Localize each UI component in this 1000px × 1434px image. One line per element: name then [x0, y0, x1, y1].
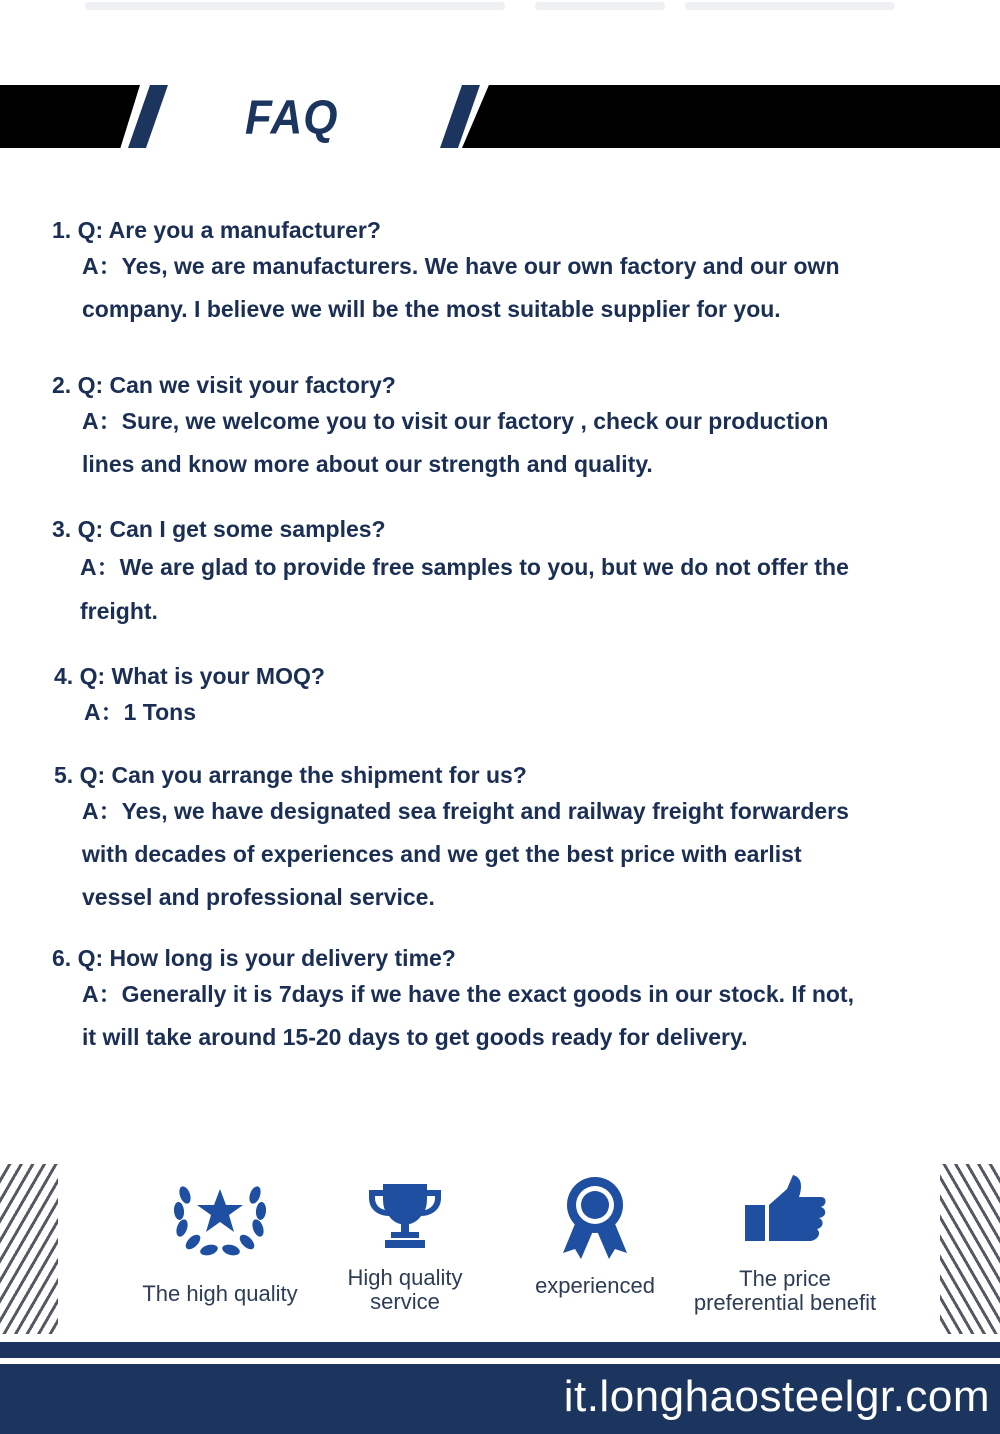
- faq-answer-line: lines and know more about our strength and quality.: [82, 451, 653, 477]
- stripe-decoration-right: [940, 1164, 1000, 1334]
- faq-item-1: [52, 215, 962, 331]
- faq-item-2: [52, 370, 962, 486]
- faq-answer-line: A：1 Tons: [84, 699, 197, 725]
- footer-divider: [0, 1342, 1000, 1358]
- faq-question: 3. Q: Can I get some samples?: [52, 516, 386, 542]
- stripe-decoration-left: [0, 1164, 58, 1334]
- faq-item-4: [52, 661, 962, 734]
- trophy-icon: [365, 1180, 445, 1250]
- faq-answer-line: A：Yes, we are manufacturers. We have our own factory and our own: [82, 253, 840, 279]
- faq-answer-line: A：We are glad to provide free samples to you, but we do not offer the: [80, 554, 849, 580]
- feature-label: experienced: [535, 1273, 655, 1298]
- faq-item-5: [52, 760, 962, 919]
- faq-answer-line: company. I believe we will be the most suitable supplier for you.: [82, 296, 781, 322]
- award-ribbon-icon: [555, 1175, 635, 1260]
- feature-label: The price: [739, 1266, 831, 1291]
- feature-label: The high quality: [142, 1281, 298, 1306]
- feature-experienced: [515, 1175, 675, 1298]
- faq-question: 2. Q: Can we visit your factory?: [52, 372, 396, 398]
- feature-price: [675, 1175, 895, 1315]
- faq-answer-line: freight.: [80, 598, 158, 624]
- top-faded-strip: [85, 0, 895, 14]
- faq-answer-line: A：Yes, we have designated sea freight and railway freight forwarders: [82, 798, 849, 824]
- feature-label: preferential benefit: [693, 1290, 877, 1315]
- feature-label: High quality: [347, 1265, 463, 1290]
- footer-website-url: it.longhaosteelgr.com: [563, 1372, 990, 1421]
- faq-answer-line: A：Generally it is 7days if we have the exact goods in our stock. If not,: [82, 981, 854, 1007]
- footer-bar: [0, 1364, 1000, 1434]
- faq-item-3: [52, 514, 962, 633]
- faq-answer-line: with decades of experiences and we get the best price with earlist: [82, 841, 802, 867]
- faq-header-band: [0, 85, 1000, 148]
- feature-service: [325, 1180, 485, 1314]
- faq-answer-line: it will take around 15-20 days to get goods ready for delivery.: [82, 1024, 748, 1050]
- faq-title: FAQ: [245, 90, 339, 145]
- thumbs-up-icon: [743, 1175, 828, 1245]
- faq-question: 1. Q: Are you a manufacturer?: [52, 217, 381, 243]
- faq-item-6: [52, 943, 962, 1059]
- feature-high-quality: [120, 1175, 320, 1306]
- faq-question: 4. Q: What is your MOQ?: [54, 663, 325, 689]
- faq-question: 5. Q: Can you arrange the shipment for us?: [54, 762, 527, 788]
- header-black-bar-right: [462, 85, 1000, 148]
- faq-answer-line: A：Sure, we welcome you to visit our factory , check our production: [82, 408, 829, 434]
- faq-answer-line: vessel and professional service.: [82, 884, 435, 910]
- feature-label: service: [370, 1289, 440, 1314]
- laurel-star-icon: [165, 1175, 275, 1260]
- faq-question: 6. Q: How long is your delivery time?: [52, 945, 456, 971]
- header-black-bar-left: [0, 85, 140, 148]
